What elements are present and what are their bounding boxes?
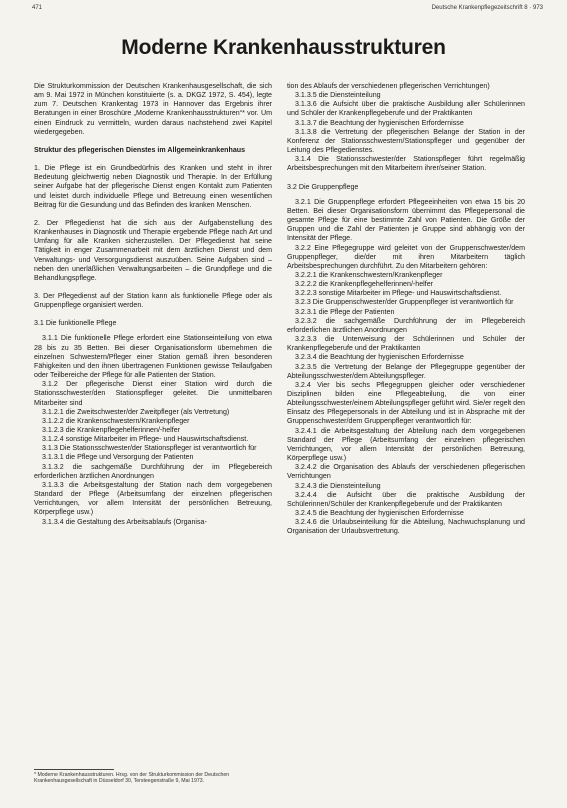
paragraph: 3.2.2 Eine Pflegegruppe wird geleitet von der Gruppenschwester/dem Gruppenpfleger, die/der mit ihren Mitarbeitern täglich Arbeitsbesprechungen durchführt. Zu den Mitarbeitern gehören:	[287, 243, 525, 270]
journal-name: Deutsche Krankenpflegezeitschrift 8 · 973	[431, 5, 543, 11]
list-item: 3.1.2.3 die Krankenpflegehelferinnen/-helfer	[42, 426, 181, 434]
list-item: 3.1.3.3 die Arbeitsgestaltung der Station nach dem vorgegebenen Standard der Pflege (Arbeitsumfang der einzelnen pflegerischen Verrichtungen, vor allem Intensität der persönlichen Betreuung, Körperpflege usw.)	[34, 480, 272, 517]
list-item: 3.1.3.5 die Diensteinteilung	[295, 91, 381, 100]
list-item: 3.1.2.1 die Zweitschwester/der Zweitpfleger (als Vertretung)	[42, 407, 230, 416]
paragraph: 3.2.1 Die Gruppenpflege erfordert Pflegeeinheiten von etwa 15 bis 20 Betten. Bei dieser Organisationsform übernimmt das Pflegepersonal die gesamte Pflege für eine bestimmte Zahl von Patienten. Die Größe der Gruppen und die Zahl der Patienten je Gruppe sind abhängig von der Intensität der Pflege.	[287, 197, 525, 243]
list-item: 3.1.2.4 sonstige Mitarbeiter im Pflege- und Hauswirtschaftsdienst.	[42, 435, 249, 444]
list-item: 3.2.2.1 die Krankenschwestern/Krankenpfleger	[295, 270, 443, 279]
article-title: Moderne Krankenhausstrukturen	[121, 36, 446, 59]
footnote-divider	[34, 769, 114, 770]
list-item: 3.2.2.2 die Krankenpflegehelferinnen/-helfer	[295, 280, 434, 289]
list-item: 3.2.4.4 die Aufsicht über die praktische Ausbildung der Schülerinnen/Schüler der Krankenpflegeberufe und der Praktikanten	[287, 490, 525, 508]
footnote: * Moderne Krankenhausstrukturen. Hrsg. von der Strukturkommission der Deutschen Krankenhausgesellschaft in Düsseldorf 30, Tersteegenstraße 9, Mai 1973.	[34, 772, 230, 785]
list-item: 3.2.4.3 die Diensteinteilung	[295, 481, 381, 490]
list-item: 3.2.2.3 sonstige Mitarbeiter im Pflege- und Hauswirtschaftsdienst.	[295, 289, 502, 298]
list-item: 3.2.4.1 die Arbeitsgestaltung der Abteilung nach dem vorgegebenen Standard der Pflege (Arbeitsumfang der einzelnen pflegerischen Verrichtungen, vor allem Intensität der persönlichen Betreuung, Körperpflege usw.)	[287, 426, 525, 463]
list-item: 3.1.3.4 die Gestaltung des Arbeitsablaufs (Organisa-	[42, 517, 207, 526]
list-item: 3.2.3.5 die Vertretung der Belange der Pflegegruppe gegenüber der Abteilungsschwester/dem Abteilungspfleger.	[287, 362, 525, 380]
paragraph: 3.2.4 Vier bis sechs Pflegegruppen gleicher oder verschiedener Disziplinen bilden eine Pflegeabteilung, die von einer Abteilungsschwester/einem Abteilungspfleger geführt wird. Sie/er regelt den Einsatz des Pflegepersonals in der Abteilung und ist in Absprache mit der Gruppenschwester/dem Gruppenpfleger verantwortlich für:	[287, 380, 525, 426]
list-item: 3.1.3.6 die Aufsicht über die praktische Ausbildung aller Schülerinnen und Schüler der Krankenpflegeberufe und der Praktikanten	[287, 100, 525, 118]
right-column	[287, 82, 525, 537]
paragraph: 3.1.4 Die Stationsschwester/der Stationspfleger führt regelmäßig Arbeitsbesprechungen mit den Mitarbeitern ihrer/seiner Station.	[287, 155, 525, 173]
list-item: 3.2.4.2 die Organisation des Ablaufs der verschiedenen pflegerischen Verrichtungen	[287, 463, 525, 481]
paragraph-continuation: tion des Ablaufs der verschiedenen pflegerischen Verrichtungen)	[287, 82, 490, 90]
paragraph: 3.1.3 Die Stationsschwester/der Stationspfleger ist verantwortlich für	[42, 444, 257, 453]
list-item: 3.2.4.5 die Beachtung der hygienischen Erfordernisse	[295, 509, 464, 518]
section-heading: Struktur des pflegerischen Dienstes im Allgemeinkrankenhaus	[34, 145, 246, 154]
list-item: 3.1.3.1 die Pflege und Versorgung der Patienten	[42, 453, 194, 462]
running-header	[32, 5, 543, 15]
paragraph: 2. Der Pflegedienst hat die sich aus der Aufgabenstellung des Krankenhauses in Diagnostik und Therapie ergebende Pflege nach Art und Umfang für alle Kranken sicherzustellen. Der Pflegedienst hat seine Tätigkeit in enger Zusammenarbeit mit dem ärztlichen Dienst und dem Verwaltungs- und Versorgungsdienst auszuüben. Seine Aufgaben sind – neben den unerläßlichen Verwaltungsarbeiten – die Grundpflege und die Behandlungspflege.	[34, 218, 272, 282]
subsection-heading: 3.2 Die Gruppenpflege	[287, 182, 359, 191]
list-item: 3.1.3.8 die Vertretung der pflegerischen Belange der Station in der Konferenz der Stationsschwestern/Stationspfleger und gegenüber der Leitung des Pflegedienstes.	[287, 127, 525, 155]
left-column	[34, 82, 272, 527]
list-item: 3.2.3.1 die Pflege der Patienten	[295, 307, 395, 316]
paragraph: 1. Die Pflege ist ein Grundbedürfnis des Kranken und steht in ihrer Bedeutung gleichwertig neben Diagnostik und Therapie. In der Erfüllung seiner Aufgabe hat der pflegerische Dienst engen Kontakt zum Patienten und leistet durch individuelle Pflege und Betreuung einen wesentlichen Beitrag für die Gesundung und das Befinden des kranken Menschen.	[34, 164, 272, 209]
list-item: 3.1.2.2 die Krankenschwestern/Krankenpfleger	[42, 416, 190, 425]
paragraph: 3.1.2 Der pflegerische Dienst einer Station wird durch die Stationsschwester/den Stationspfleger geleitet. Die unmittelbaren Mitarbeiter sind	[34, 380, 272, 407]
intro-paragraph: Die Strukturkommission der Deutschen Krankenhausgesellschaft, die sich am 9. Mai 1972 in München konstituierte (s. a. DKGZ 1972, S. 454), legte zum 7. Deutschen Krankentag 1973 in Hannover das Ergebnis ihrer Beratungen in einer Broschüre „Moderne Krankenhausstrukturen“* vor. Um einen Eindruck zu vermitteln, wurden daraus nachstehend zwei Kapitel wiedergegeben.	[34, 82, 272, 136]
paragraph: 3.1.1 Die funktionelle Pflege erfordert eine Stationseinteilung von etwa 28 bis zu 35 Betten. Bei dieser Organisationsform übernehmen die einzelnen Schwestern/Pfleger einer Station gemäß ihren besonderen Fähigkeiten und den ihnen übertragenen Funktionen gewisse Teilaufgaben oder Teilbereiche der Pflege für alle Patienten der Station.	[34, 334, 272, 380]
page-number: 471	[32, 5, 43, 11]
list-item: 3.2.3.2 die sachgemäße Durchführung der im Pflegebereich erforderlichen ärztlichen Anordnungen	[287, 316, 525, 334]
paragraph: 3.2.3 Die Gruppenschwester/der Gruppenpfleger ist verantwortlich für	[295, 298, 514, 307]
list-item: 3.2.4.6 die Urlaubseinteilung für die Abteilung, Nachwuchsplanung und Organisation der Urlaubsvertretung.	[287, 518, 525, 536]
subsection-heading: 3.1 Die funktionelle Pflege	[34, 319, 117, 328]
paragraph: 3. Der Pflegedienst auf der Station kann als funktionelle Pflege oder als Gruppenpflege organisiert werden.	[34, 291, 272, 310]
list-item: 3.2.3.4 die Beachtung der hygienischen Erfordernisse	[295, 353, 464, 362]
list-item: 3.1.3.7 die Beachtung der hygienischen Erfordernisse	[295, 118, 464, 127]
list-item: 3.1.3.2 die sachgemäße Durchführung der im Pflegebereich erforderlichen ärztlichen Anordnungen	[34, 462, 272, 480]
list-item: 3.2.3.3 die Unterweisung der Schülerinnen und Schüler der Krankenpflegeberufe und der Praktikanten	[287, 335, 525, 353]
